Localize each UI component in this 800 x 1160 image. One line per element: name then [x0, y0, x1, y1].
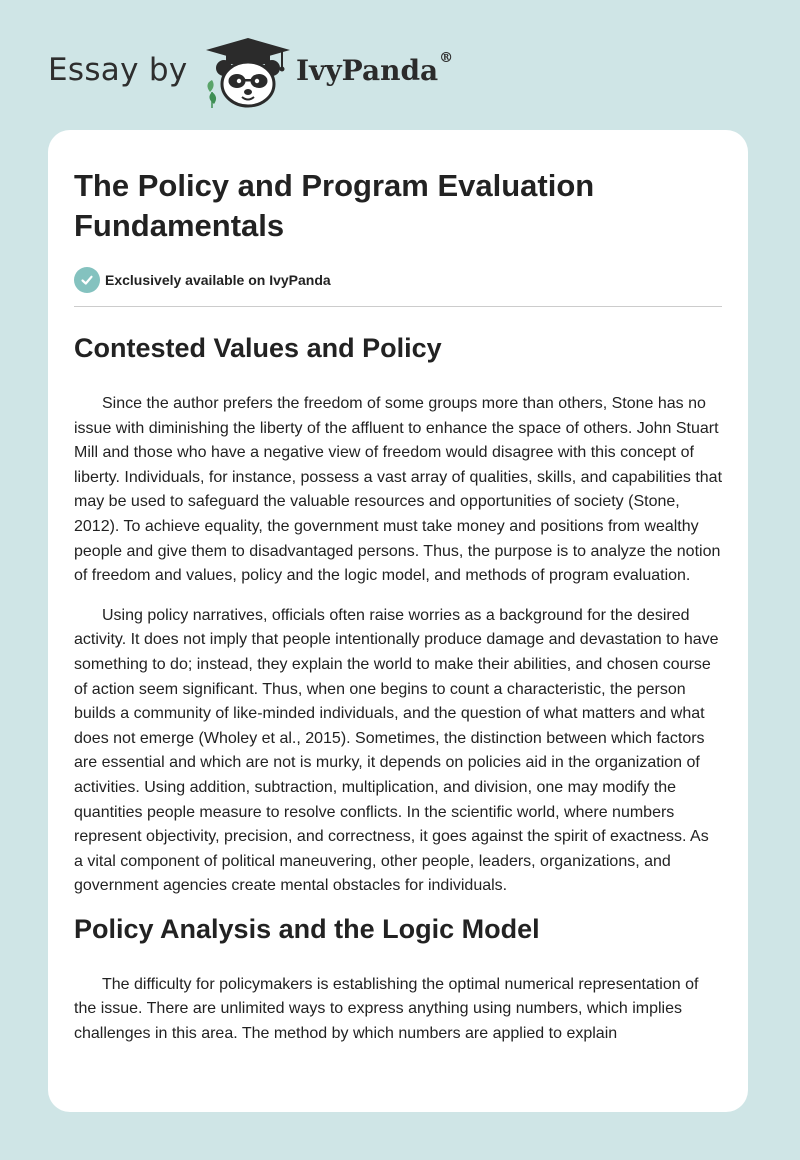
panda-logo-icon — [202, 34, 294, 110]
section-heading: Contested Values and Policy — [74, 333, 442, 363]
exclusive-label: Exclusively available on IvyPanda — [105, 272, 331, 288]
exclusive-badge — [74, 266, 722, 294]
article-card — [48, 130, 748, 1112]
registered-mark: ® — [439, 50, 454, 66]
site-brand[interactable] — [48, 34, 488, 110]
paragraph: Using policy narratives, officials often raise worries as a background for the desired activity. It does not imply that people intentionally produce damage and devastation to have something to do; instead, they explain the world to make their abilities, and chosen course of action seem significant. Thus, when one begins to count a characteristic, the person builds a community of like-minded individuals, and the question of what matters and what does not emerge (Wholey et al., 2015). Sometimes, the distinction between which factors are essential and which are not is murky, it depends on policies aid in the organization of activities. Using addition, subtraction, multiplication, and division, one may modify the quantities people measure to resolve conflicts. In the scientific world, where numbers represent objectivity, precision, and correctness, it goes against the spirit of exactness. As a vital component of political maneuvering, other people, leaders, organizations, and government agencies create mental obstacles for individuals. — [74, 606, 719, 895]
paragraph: The difficulty for policymakers is establishing the optimal numerical representation of the issue. There are unlimited ways to express anything using numbers, which implies challenges in this area. The method by which numbers are applied to explain — [74, 975, 699, 1043]
article-title: The Policy and Program Evaluation Fundamentals — [74, 168, 595, 243]
checkmark-icon — [74, 267, 100, 293]
brand-prefix: Essay by — [48, 52, 188, 88]
paragraph: Since the author prefers the freedom of some groups more than others, Stone has no issue with diminishing the liberty of the affluent to enhance the space of others. John Stuart Mill and those who have a negative view of freedom would disagree with this concept of liberty. Individuals, for instance, possess a vast array of qualities, skills, and capabilities that may be used to safeguard the valuable resources and opportunities of society (Stone, 2012). To achieve equality, the government must take money and positions from wealthy people and give them to disadvantaged persons. Thus, the purpose is to analyze the notion of freedom and values, policy and the logic model, and methods of program evaluation. — [74, 395, 723, 585]
section-heading: Policy Analysis and the Logic Model — [74, 913, 540, 944]
article-content — [74, 130, 722, 1047]
brand-name: IvyPanda® — [296, 50, 454, 87]
title-divider — [74, 306, 722, 307]
